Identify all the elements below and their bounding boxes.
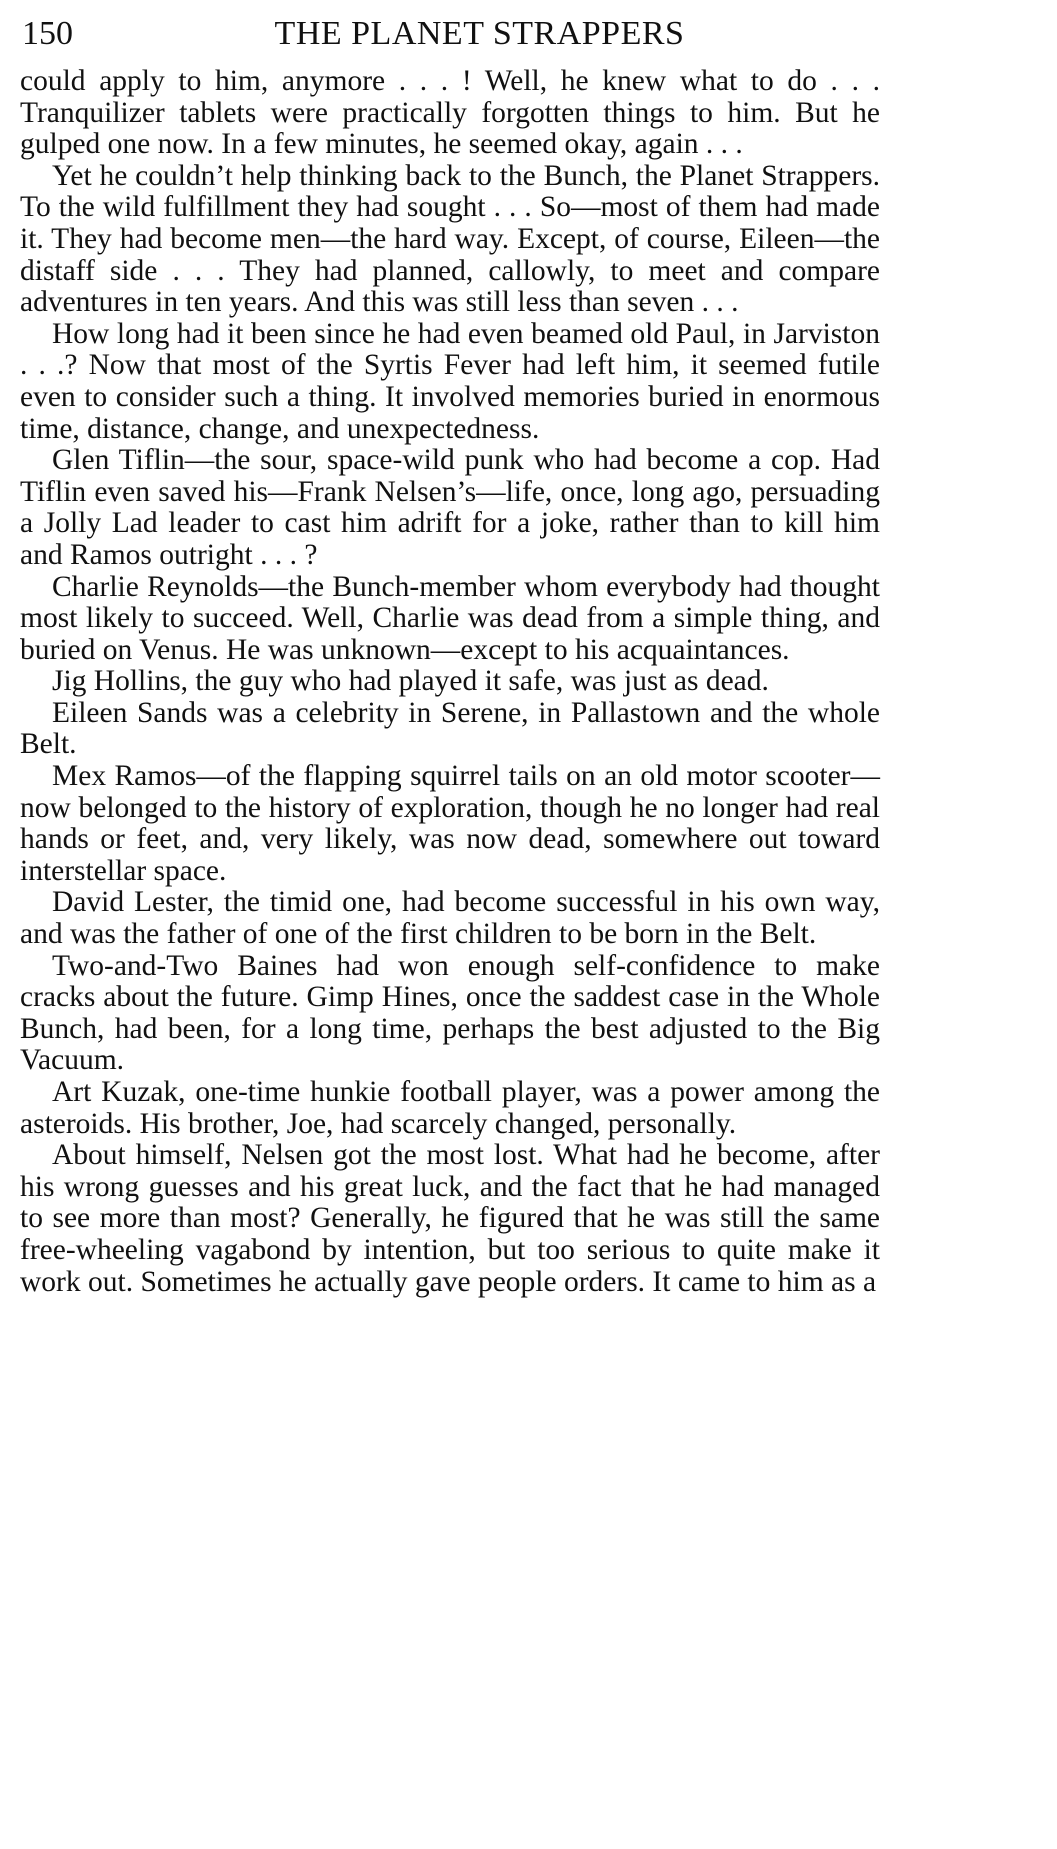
page-number: 150: [22, 15, 73, 52]
paragraph: David Lester, the timid one, had become successful in his own way, and was the father of one of the first children to be born in the Belt.: [20, 886, 880, 951]
paragraph: Mex Ramos—of the flapping squirrel tails on an old motor scooter—now belonged to the history of exploration, though he no longer had real hands or feet, and, very likely, was now dead, somewhere out toward interstellar space.: [20, 760, 880, 887]
paragraph: Art Kuzak, one-time hunkie football player, was a power among the asteroids. His brother, Joe, had scarcely changed, personally.: [20, 1076, 880, 1140]
paragraph: About himself, Nelsen got the most lost. What had he become, after his wrong guesses and his great luck, and the fact that he had managed to see more than most? Generally, he figured that he was still the same free-wheeling vagabond by intention, but too serious to quite make it work out. Sometimes he actually gave people orders. It came to him as a: [20, 1139, 880, 1298]
running-title: THE PLANET STRAPPERS: [274, 15, 685, 52]
paragraph: Glen Tiflin—the sour, space-wild punk who had become a cop. Had Tiflin even saved his—Frank Nelsen’s—life, once, long ago, persuading a Jolly Lad leader to cast him adrift for a joke, rather than to kill him and Ramos outright . . . ?: [20, 444, 880, 571]
paragraph: Jig Hollins, the guy who had played it safe, was just as dead.: [52, 665, 769, 698]
body-text: [20, 66, 880, 1298]
paragraph-continuation: could apply to him, anymore . . . ! Well, he knew what to do . . . Tranquilizer tablets were practically forgotten things to him. But he gulped one now. In a few minutes, he seemed okay, again . . .: [20, 65, 880, 161]
paragraph: Yet he couldn’t help thinking back to the Bunch, the Planet Strappers. To the wild fulfillment they had sought . . . So—most of them had made it. They had become men—the hard way. Except, of course, Eileen—the distaff side . . . They had planned, callowly, to meet and compare adventures in ten years. And this was still less than seven . . .: [20, 159, 880, 319]
page-header: [22, 14, 877, 64]
paragraph: Two-and-Two Baines had won enough self-confidence to make cracks about the future. Gimp Hines, once the saddest case in the Whole Bunch, had been, for a long time, perhaps the best adjusted to the Big Vacuum.: [20, 949, 880, 1077]
paragraph: Charlie Reynolds—the Bunch-member whom everybody had thought most likely to succeed. Well, Charlie was dead from a simple thing, and buried on Venus. He was unknown—except to his acquaintances.: [20, 570, 880, 666]
paragraph: How long had it been since he had even beamed old Paul, in Jarviston . . .? Now that most of the Syrtis Fever had left him, it seemed futile even to consider such a thing. It involved memories buried in enormous time, distance, change, and unexpectedness.: [20, 317, 880, 445]
paragraph: Eileen Sands was a celebrity in Serene, in Pallastown and the whole Belt.: [20, 696, 880, 761]
